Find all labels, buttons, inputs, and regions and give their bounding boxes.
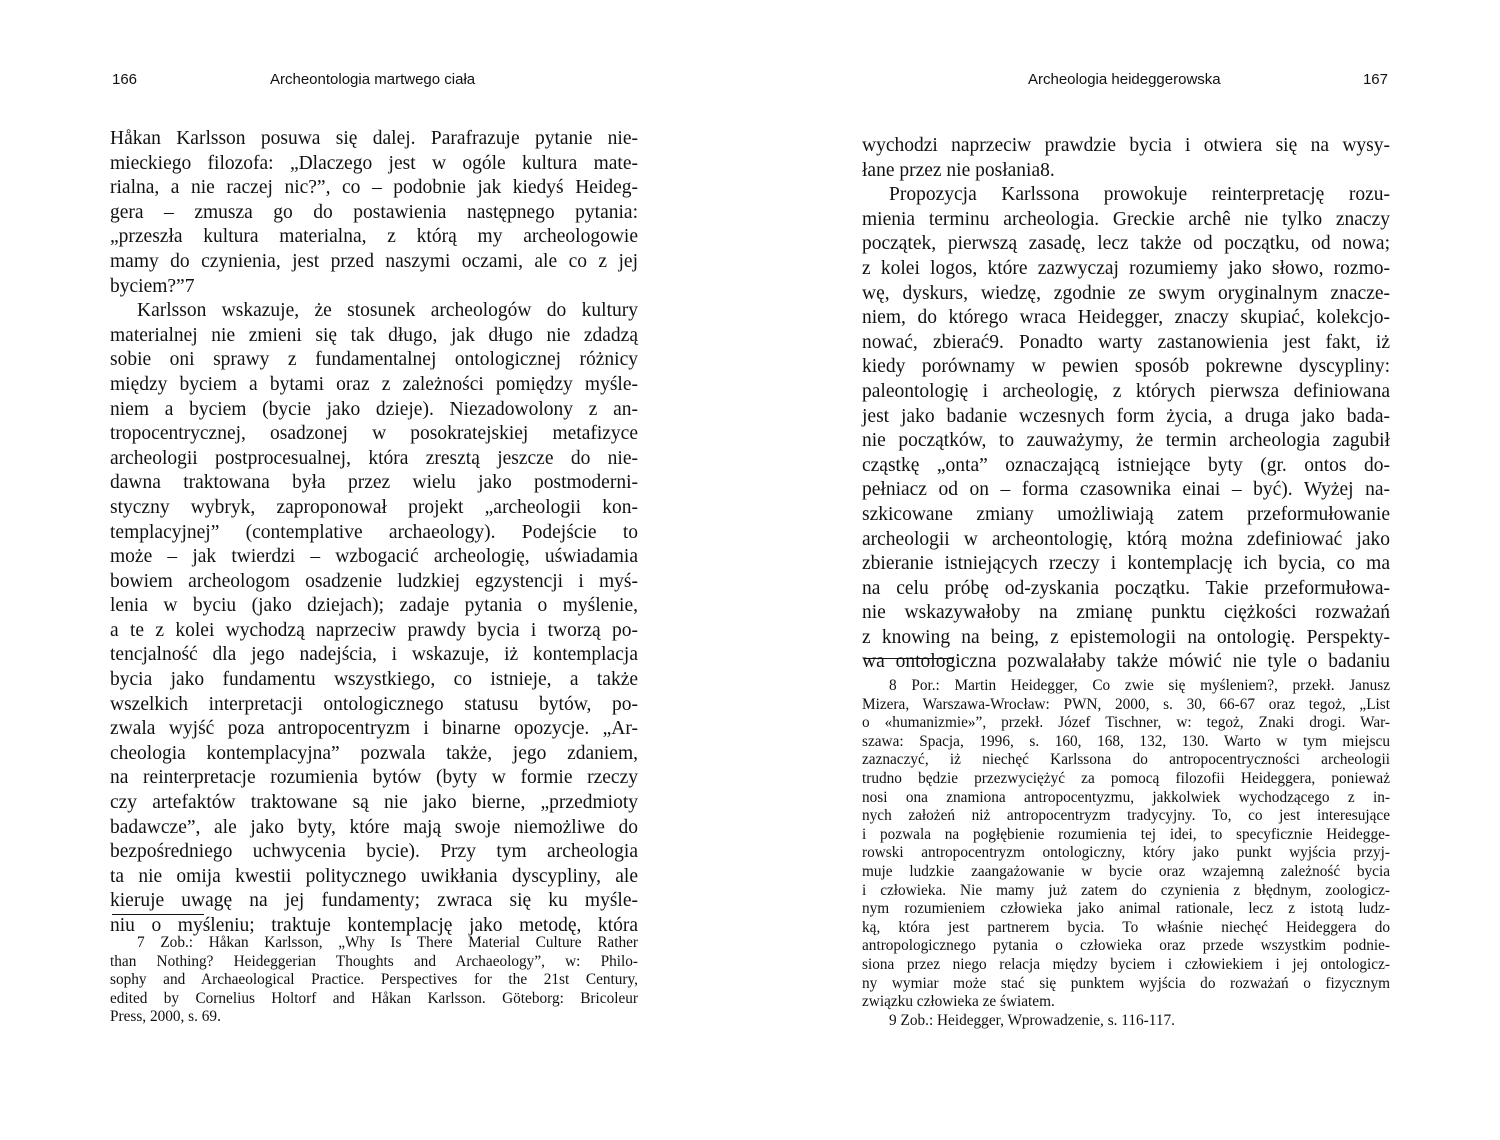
text-line: nie początków, to zauważymy, że termin archeologia zagubił [862,430,1390,452]
footnote-line: ką, która jest partnerem bycia. To właśnie niechęć Heideggera do [862,918,1390,936]
running-title: Archeontologia martwego ciała [270,71,476,88]
footnote-rule [112,914,204,915]
text-line: templacyjnej” (contemplative archaeology). Podejście to [110,521,638,543]
text-line: początek, pierwszą zasadę, lecz także od początku, od nowa; [862,233,1390,255]
footnote-line: nych założeń niż antropocentryzm tradycyjny. To, co jest interesujące [862,807,1390,825]
text-line: paleontologię i archeologię, z których pierwsza definiowana [862,380,1390,402]
text-line: niem a byciem (bycie jako dzieje). Niezadowolony z an- [110,398,638,420]
text-line: nować, zbierać9. Ponadto warty zastanowienia jest fakt, iż [862,331,1390,353]
text-line: niem, do którego wraca Heidegger, znaczy skupiać, kolekcjo- [862,307,1390,329]
text-line: ta nie omija kwestii politycznego uwikłania dyscypliny, ale [110,865,638,887]
left-running-head [110,71,638,93]
text-line: między byciem a bytami oraz z zależności pomiędzy myśle- [110,373,638,395]
footnote-line: trudno będzie przezwyciężyć za pomocą filozofii Heideggera, ponieważ [862,769,1390,787]
text-line: byciem?”7 [110,275,195,297]
text-line: rialna, a nie raczej nic?”, co – podobnie jak kiedyś Heideg- [110,177,638,199]
right-running-head [862,71,1390,93]
text-line: gera – zmusza go do postawienia następnego pytania: [110,201,638,223]
text-line: na celu próbę od-zyskania początku. Takie przeformułowa- [862,577,1390,599]
text-line: szkicowane zmiany umożliwiają zatem przeformułowanie [862,503,1390,525]
text-line: mieckiego filozofa: „Dlaczego jest w ogóle kultura mate- [110,152,638,174]
text-line: z knowing na being, z epistemologii na ontologię. Perspekty- [862,626,1390,648]
right-footnotes [862,677,1390,1030]
footnote-line: muje ludzkie zaangażowanie w bycie oraz wzajemną zależność bycia [862,862,1390,880]
footnote-line: Press, 2000, s. 69. [110,1008,221,1026]
text-line: kieruje uwagę na jej fundamenty; zwraca się ku myśle- [110,890,638,912]
text-line: wychodzi naprzeciw prawdzie bycia i otwiera się na wysy- [862,135,1390,156]
text-line: bowiem archeologom osadzenie ludzkiej egzystencji i myś- [110,570,638,592]
footnote-line: sophy and Archaeological Practice. Perspectives for the 21st Century, [110,971,638,989]
footnote-rule [864,658,954,659]
footnote-line: ny wymiar może stać się punktem wyjścia do rozważań o fizycznym [862,974,1390,992]
right-page [862,0,1390,1140]
text-line: mienia terminu archeologia. Greckie archê nie tylko znaczy [862,208,1390,230]
text-line: jest jako badanie wczesnych form życia, a druga jako bada- [862,405,1390,427]
text-line: na reinterpretacje rozumienia bytów (byty w formie rzeczy [110,767,638,789]
text-line: nie wskazywałoby na zmianę punktu ciężkości rozważań [862,602,1390,624]
left-page [110,0,638,1140]
text-line: tencjalność dla jego nadejścia, i wskazuje, iż kontemplacja [110,644,638,666]
text-line: Propozycja Karlssona prowokuje reinterpretację rozu- [889,184,1390,206]
left-body-text [110,127,638,939]
text-line: może – jak twierdzi – wzbogacić archeologię, uświadamia [110,546,638,568]
text-line: niu o myśleniu; traktuje kontemplację jako metodę, która [110,915,638,936]
footnote-line: i pozwala na pogłębienie rozumienia tej idei, to specyficznie Heidegge- [862,825,1390,843]
footnote-line: nosi ona znamiona antropocentyzmu, jakkolwiek wychodzącego z in- [862,788,1390,806]
text-line: wszelkich interpretacji ontologicznego statusu bytów, po- [110,693,638,715]
text-line: styczny wybryk, zaproponował projekt „archeologii kon- [110,496,638,518]
footnote-line: siona przez niego relacja między byciem i człowiekiem i jej ontologicz- [862,955,1390,973]
text-line: archeologii postprocesualnej, która zresztą jeszcze do nie- [110,447,638,469]
page-number: 167 [1362,71,1388,88]
text-line: archeologii w archeontologię, którą można zdefiniować jako [862,528,1390,550]
footnote-line: o «humanizmie»”, przekł. Józef Tischner, w: tegoż, Znaki drogi. War- [862,714,1390,732]
text-line: z kolei logos, które zazwyczaj rozumiemy jako słowo, rozmo- [862,257,1390,279]
text-line: wę, dyskurs, wiedzę, zgodnie ze swym oryginalnym znacze- [862,282,1390,304]
footnote-line: szawa: Spacja, 1996, s. 160, 168, 132, 130. Warto w tym miejscu [862,732,1390,750]
page-number: 166 [112,71,138,88]
text-line: Karlsson wskazuje, że stosunek archeologów do kultury [137,300,638,322]
footnote-line: rowski antropocentryzm ontologiczny, który jako punkt wyjścia przyj- [862,844,1390,862]
text-line: wa ontologiczna pozwalałaby także mówić nie tyle o badaniu [862,651,1390,673]
footnote-line: nym rozumieniem człowieka jako animal rationale, lecz z istotą ludz- [862,900,1390,918]
text-line: a te z kolei wychodzą naprzeciw prawdy bycia i tworzą po- [110,619,638,641]
text-line: „przeszła kultura materialna, z którą my archeologowie [110,226,638,248]
text-line: tropocentrycznej, osadzonej w posokratejskiej metafizyce [110,423,638,445]
text-line: sobie oni sprawy z fundamentalnej ontologicznej różnicy [110,349,638,371]
footnote-line: edited by Cornelius Holtorf and Håkan Karlsson. Göteborg: Bricoleur [110,989,638,1007]
footnote-line: związku człowieka ze światem. [862,993,1055,1011]
text-line: łane przez nie posłania8. [862,159,1055,181]
text-line: mamy do czynienia, jest przed naszymi oczami, ale co z jej [110,250,638,272]
text-line: bezpośredniego uchwycenia bycie). Przy tym archeologia [110,841,638,863]
text-line: cheologia kontemplacyjna” pozwala także, jego zdaniem, [110,742,638,764]
text-line: lenia w byciu (jako dziejach); zadaje pytania o myślenie, [110,595,638,617]
text-line: czy artefaktów traktowane są nie jako bierne, „przedmioty [110,792,638,814]
footnote-line: zaznaczyć, iż niechęć Karlssona do antropocentryczności archeologii [862,751,1390,769]
footnote-line: than Nothing? Heideggerian Thoughts and Archaeology”, w: Philo- [110,952,638,970]
footnote-line: i człowieka. Nie mamy już zatem do czynienia z błędnym, zoologicz- [862,881,1390,899]
text-line: zbieranie istniejących rzeczy i kontemplację ich bycia, co ma [862,553,1390,575]
footnote-line: Mizera, Warszawa-Wrocław: PWN, 2000, s. 30, 66-67 oraz tegoż, „List [862,695,1390,713]
text-line: cząstkę „onta” oznaczającą istniejące byty (gr. ontos do- [862,454,1390,476]
running-title: Archeologia heideggerowska [1028,71,1221,88]
text-line: pełniacz od on – forma czasownika einai – być). Wyżej na- [862,479,1390,501]
text-line: Håkan Karlsson posuwa się dalej. Parafrazuje pytanie nie- [110,128,638,149]
text-line: zwala wyjść poza antropocentryzm i binarne opozycje. „Ar- [110,718,638,740]
footnote-line: 7 Zob.: Håkan Karlsson, „Why Is There Material Culture Rather [137,934,638,951]
text-line: kiedy porównamy w pewien sposób pokrewne dyscypliny: [862,356,1390,378]
footnote-line: antropologicznego pytania o człowieka oraz przede wszystkim podnie- [862,937,1390,955]
footnote-line: 8 Por.: Martin Heidegger, Co zwie się myśleniem?, przekł. Janusz [889,677,1390,694]
footnote-line: 9 Zob.: Heidegger, Wprowadzenie, s. 116-117. [889,1011,1175,1029]
text-line: bycia jako fundamentu wszystkiego, co istnieje, a także [110,669,638,691]
text-line: badawcze”, ale jako byty, które mają swoje niemożliwe do [110,816,638,838]
left-footnotes [110,934,638,1027]
text-line: dawna traktowana była przez wielu jako postmoderni- [110,472,638,494]
text-line: materialnej nie zmieni się tak długo, jak długo nie zdadzą [110,324,638,346]
right-body-text [862,134,1390,675]
